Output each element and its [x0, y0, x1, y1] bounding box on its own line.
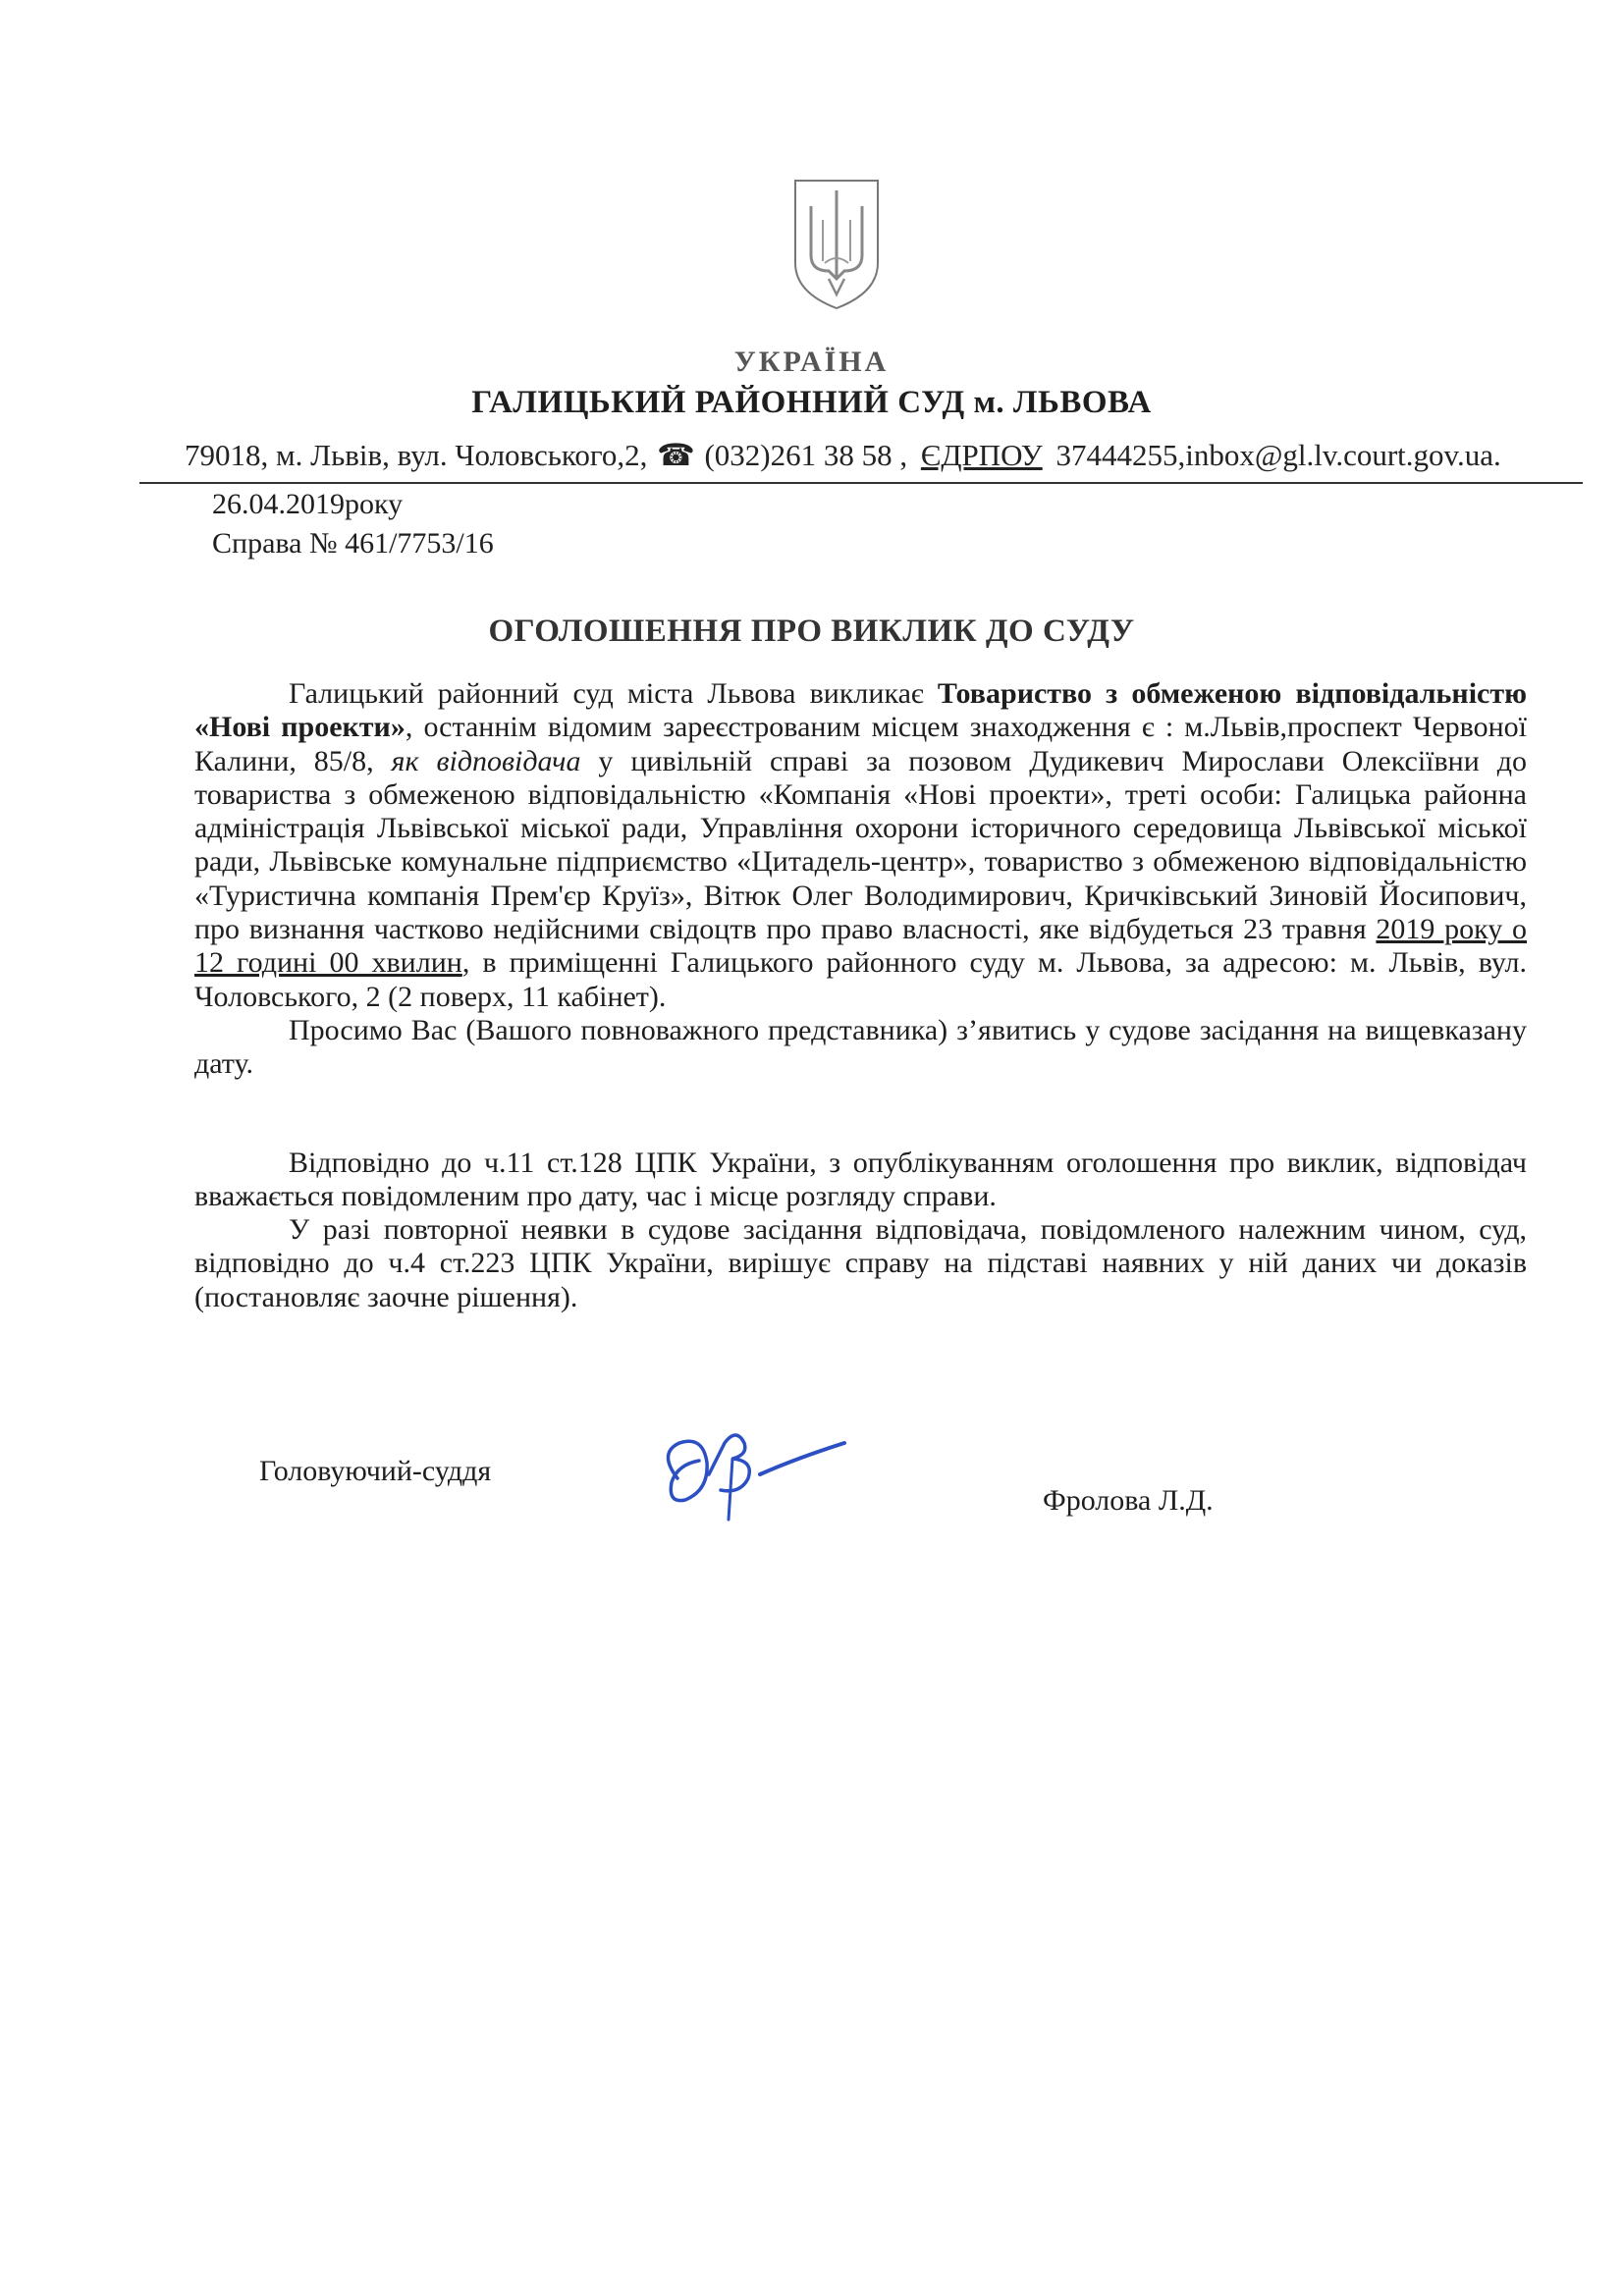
case-number: Справа № 461/7753/16 [212, 527, 494, 560]
court-address: 79018, м. Львів, вул. Чоловського,2, [185, 438, 648, 472]
court-contact-line [185, 438, 1579, 473]
document-date: 26.04.2019року [212, 488, 404, 520]
summons-text-venue: , в приміщенні Галицького районного суду м. Львова, за адресою: м. Львів, вул. Чоловського, 2 (2 поверх, 11 кабінет). [194, 946, 1528, 1013]
document-title: ОГОЛОШЕННЯ ПРО ВИКЛИК ДО СУДУ [488, 614, 1135, 649]
summons-text-details: у цивільній справі за позовом Дудикевич Мирослави Олексіївни до товариства з обмеженою відповідальністю «Компанія «Нові проекти», треті особи: Галицька районна адміністрація Львівської міської ради, Управління охорони історичного середовища Львівської міської ради, Львівське комунальне підприємство «Цитадель-центр», товариство з обмеженою відповідальністю «Туристична компанія Прем'єр Круїз», Вітюк Олег Володимирович, Кричківський Зиновій Йосипович, про визнання частково недійсними свідоцтв про право власності, яке відбудеться 23 травня [194, 744, 1527, 946]
handwritten-signature [638, 1414, 864, 1531]
telephone-icon: ☎ [657, 438, 695, 472]
paragraph-spacer [194, 1082, 1527, 1147]
summons-text-location: , останнім відомим зареєстрованим місцем знаходження є : м.Львів,проспект Червоної Калини, 85/8, [194, 711, 1527, 777]
country-heading: УКРАЇНА [733, 346, 890, 378]
court-phone: (032)261 38 58 , [704, 438, 908, 472]
court-name-heading: ГАЛИЦЬКИЙ РАЙОННИЙ СУД м. ЛЬВОВА [471, 385, 1152, 420]
default-judgment-paragraph: У разі повторної неявки в судове засідання відповідача, повідомленого належним чином, суд, відповідно до ч.4 ст.223 ЦПК України, вирішує справу на підставі наявних у ній даних чи доказів (постановляє заочне рішення). [194, 1213, 1527, 1313]
defendant-name: Товариство з обмеженою відповідальністю «Нові проекти» [194, 677, 1527, 744]
edrpou-and-email: 37444255,inbox@gl.lv.court.gov.ua. [1055, 438, 1501, 472]
judge-role: Головуючий-суддя [259, 1455, 492, 1487]
header-divider [139, 482, 1583, 484]
signature-block [0, 1414, 1623, 1541]
legal-notice-paragraph: Відповідно до ч.11 ст.128 ЦПК України, з опублікуванням оголошення про виклик, відповідач вважається повідомленим про дату, час і місце розгляду справи. [194, 1146, 1527, 1212]
defendant-role: як відповідача [391, 744, 581, 777]
appearance-request-paragraph: Просимо Вас (Вашого повноважного представника) з’явитись у судове засідання на вищевказану дату. [194, 1013, 1527, 1081]
trident-coat-of-arms-icon [789, 177, 884, 312]
edrpou-label: ЄДРПОУ [920, 438, 1043, 472]
summons-text-start: Галицький районний суд міста Львова викликає [289, 677, 938, 710]
notice-body [194, 677, 1527, 1314]
summons-paragraph [194, 677, 1527, 1014]
hearing-datetime: 2019 року о 12 годині 00 хвилин [194, 913, 1528, 980]
judge-name: Фролова Л.Д. [1043, 1484, 1214, 1517]
